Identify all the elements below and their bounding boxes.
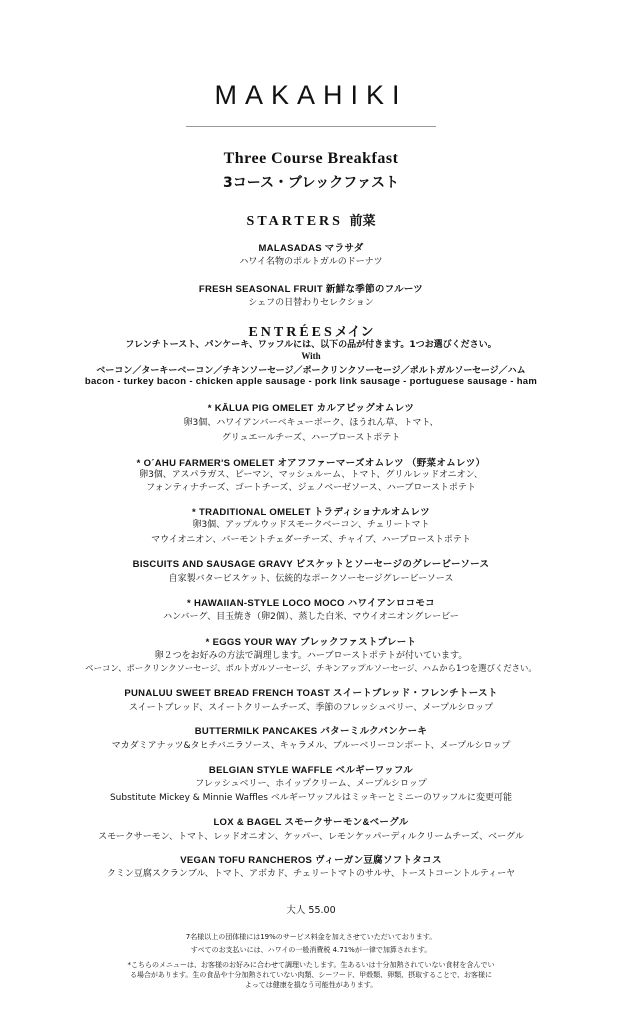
entree-item-name: * HAWAIIAN-STYLE LOCO MOCO ハワイアンロコモコ [187,598,435,609]
entree-item-desc: スイートブレッド、スイートクリームチーズ、季節のフレッシュベリー、メープルシロップ [128,703,494,713]
entree-item-name: PUNALUU SWEET BREAD FRENCH TOAST スイートブレッド・フレンチトースト [124,688,498,699]
course-title-en: Three Course Breakfast [223,150,399,167]
entree-item-desc: ハンバーグ、目玉焼き（卵2個）、蒸した白米、マウイオニオングレービー [163,612,459,622]
starters-heading-en: STARTERS [246,214,343,229]
entree-item-desc: スモークサーモン、トマト、レッドオニオン、ケッパー、レモンケッパーディルクリームチーズ、ベーグル [98,832,524,842]
course-title-jp: 3コース・ブレックファスト [222,175,400,191]
entree-item-name: * O´AHU FARMER'S OMELET オアフファーマーズオムレツ （野菜オムレツ） [136,458,486,469]
entree-item-desc: グリュエールチーズ、ハーブローストポテト [221,433,401,443]
entree-item-desc: 卵3個、アスパラガス、ピーマン、マッシュルーム、トマト、グリルレッドオニオン、 [139,470,483,480]
note-line: *こちらのメニューは、お客様のお好みに合わせて調理いたします。生あるいは十分加熱されていない食材を含んでい [127,961,495,969]
starters-heading [0,210,622,230]
starter-item-name: MALASADAS マラサダ [258,243,364,254]
entree-item-desc: フレッシュベリー、ホイップクリーム、メープルシロップ [195,779,427,789]
entree-item-name: * TRADITIONAL OMELET トラディショナルオムレツ [192,507,430,518]
entree-item-desc: クミン豆腐スクランブル、トマト、アボカド、チェリートマトのサルサ、トーストコーントルティーヤ [106,869,516,879]
entree-item-desc: ベーコン、ポークリンクソーセージ、ポルトガルソーセージ、チキンアップルソーセージ、ハムから1つを選びください。 [85,663,537,673]
entree-item-name: * EGGS YOUR WAY ブレックファストプレート [205,637,417,648]
price-label: 大人 [286,905,306,916]
title-divider [186,126,436,127]
entree-item-desc: 卵3個、ハワイアンバーベキューポーク、ほうれん草、トマト、 [183,418,439,428]
starter-item-desc: シェフの日替わりセレクション [248,298,374,308]
entree-item-desc: 卵3個、アップルウッドスモークベーコン、チェリートマト [192,520,430,530]
entree-item-name: * KĀLUA PIG OMELET カルアピッグオムレツ [207,403,415,414]
entrees-heading-en: ENTRÉES [248,325,335,340]
entree-item-name: VEGAN TOFU RANCHEROS ヴィーガン豆腐ソフトタコス [180,855,442,866]
price [0,902,622,916]
note-line: すべてのお支払いには、ハワイの一般消費税 4.71%が一律で加算されます。 [190,946,432,954]
entrees-sides-jp: ベーコン／ターキーベーコン／チキンソーセージ／ポークリンクソーセージ／ポルトガルソーセージ／ハム [96,366,526,376]
note-line: 7名様以上の団体様には19%のサービス料金を加えさせていただいております。 [185,933,437,941]
entree-item-desc: Substitute Mickey & Minnie Waffles ベルギーワッフルはミッキーとミニーのワッフルに変更可能 [109,793,513,803]
restaurant-title: MAKAHIKI [214,80,408,110]
entrees-intro: フレンチトースト、パンケーキ、ワッフルには、以下の品が付きます。1つお選びください。 [125,340,497,350]
note-line: よっては健康を損なう可能性があります。 [244,981,378,989]
note-line: る場合があります。生の食品や十分加熱されていない肉類、シーフード、甲殻類、卵類、摂取することで、お客様に [129,971,493,979]
entree-item-desc: フォンティナチーズ、ゴートチーズ、ジェノベーゼソース、ハーブローストポテト [146,483,476,493]
entree-item-desc: 自家製バタービスケット、伝統的なポークソーセージグレービーソース [168,574,454,584]
starter-item-desc: ハワイ名物のポルトガルのドーナツ [239,257,383,267]
entree-item-desc: マカダミアナッツ&タヒチバニラソース、キャラメル、ブルーベリーコンポート、メープルシロップ [111,741,511,751]
entree-item-name: BUTTERMILK PANCAKES バターミルクパンケーキ [194,726,428,737]
price-value: 55.00 [308,905,336,916]
entree-item-name: LOX & BAGEL スモークサーモン&ベーグル [213,817,409,828]
entree-item-name: BISCUITS AND SAUSAGE GRAVY ビスケットとソーセージのグレービーソース [132,559,490,570]
entree-item-name: BELGIAN STYLE WAFFLE ベルギーワッフル [208,765,414,776]
entree-item-desc: 卵２つをお好みの方法で調理します。ハーブローストポテトが付いています。 [154,651,468,661]
entree-item-desc: マウイオニオン、バーモントチェダーチーズ、チャイブ、ハーブローストポテト [151,535,471,545]
entrees-with: With [301,351,321,361]
entrees-sides-en: bacon - turkey bacon - chicken apple sausage - pork link sausage - portuguese sausage - ham [84,376,538,387]
starter-item-name: FRESH SEASONAL FRUIT 新鮮な季節のフルーツ [198,284,424,295]
entrees-heading-jp: メイン [334,325,374,340]
starters-heading-jp: 前菜 [349,214,376,229]
